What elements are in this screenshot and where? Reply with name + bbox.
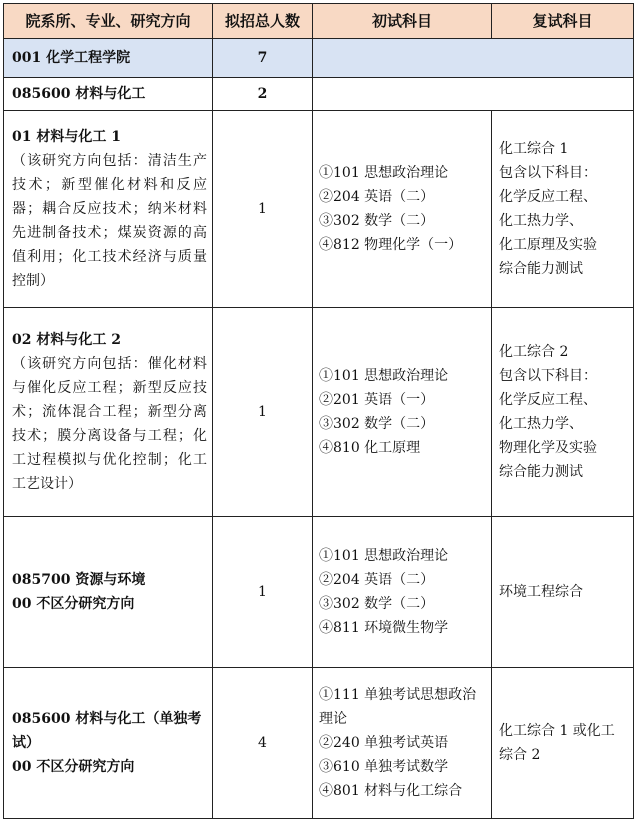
major-row <box>4 78 634 111</box>
retest-item: 物理化学及实验 <box>499 440 597 456</box>
direction-count: 4 <box>213 668 313 819</box>
retest-item: 化工原理及实验 <box>499 237 597 253</box>
major-name: 085600 材料与化工 <box>4 78 213 111</box>
retest-item: 综合能力测试 <box>499 464 583 480</box>
exam-item: ④810 化工原理 <box>319 440 421 456</box>
direction-count: 1 <box>213 111 313 308</box>
retest-item: 包含以下科目： <box>499 368 597 384</box>
direction-cell <box>4 668 213 819</box>
direction-count: 1 <box>213 308 313 517</box>
exam-item: ①101 思想政治理论 <box>319 368 449 384</box>
direction-cell <box>4 308 213 517</box>
exam-item: ③302 数学（二） <box>319 596 435 612</box>
header-department: 院系所、专业、研究方向 <box>4 4 213 39</box>
table-row <box>4 668 634 819</box>
exam-cell <box>313 111 492 308</box>
exam-cell <box>313 668 492 819</box>
exam-item: ②240 单独考试英语 <box>319 735 449 751</box>
college-row <box>4 39 634 78</box>
direction-desc: （该研究方向包括：催化材料与催化反应工程；新型反应技术；流体混合工程；新型分离技术；膜分离设备与工程；化工过程模拟与优化控制；化工工艺设计） <box>12 356 207 492</box>
enrollment-table <box>3 3 634 819</box>
direction-cell <box>4 111 213 308</box>
retest-item: 化工热力学、 <box>499 213 583 229</box>
direction-title: 01 材料与化工 1 <box>12 129 121 145</box>
college-empty-cell <box>313 39 634 78</box>
retest-item: 综合能力测试 <box>499 261 583 277</box>
retest-item: 化工热力学、 <box>499 416 583 432</box>
retest-item: 化工综合 1 或化工综合 2 <box>499 723 615 763</box>
exam-item: ①101 思想政治理论 <box>319 165 449 181</box>
direction-count: 1 <box>213 517 313 668</box>
retest-item: 化工综合 1 <box>499 141 569 157</box>
direction-title: 02 材料与化工 2 <box>12 332 121 348</box>
major-empty-cell <box>313 78 634 111</box>
exam-item: ①101 思想政治理论 <box>319 548 449 564</box>
exam-cell <box>313 308 492 517</box>
header-initial-exam: 初试科目 <box>313 4 492 39</box>
college-name: 001 化学工程学院 <box>4 39 213 78</box>
exam-item: ④801 材料与化工综合 <box>319 783 463 799</box>
direction-subtitle: 00 不区分研究方向 <box>12 596 135 612</box>
exam-item: ③302 数学（二） <box>319 213 435 229</box>
header-row <box>4 4 634 39</box>
retest-item: 化工综合 2 <box>499 344 569 360</box>
exam-item: ④812 物理化学（一） <box>319 237 463 253</box>
table-row <box>4 111 634 308</box>
table-row <box>4 517 634 668</box>
exam-item: ③610 单独考试数学 <box>319 759 449 775</box>
retest-cell <box>492 308 634 517</box>
retest-cell <box>492 517 634 668</box>
exam-item: ①111 单独考试思想政治理论 <box>319 687 477 727</box>
exam-item: ②204 英语（二） <box>319 189 435 205</box>
exam-item: ②204 英语（二） <box>319 572 435 588</box>
exam-item: ③302 数学（二） <box>319 416 435 432</box>
retest-item: 化学反应工程、 <box>499 189 597 205</box>
retest-item: 环境工程综合 <box>499 584 583 600</box>
direction-desc: （该研究方向包括：清洁生产技术；新型催化材料和反应器；耦合反应技术；纳米材料先进制备技术；煤炭资源的高值利用；化工技术经济与质量控制） <box>12 153 207 289</box>
header-count: 拟招总人数 <box>213 4 313 39</box>
exam-cell <box>313 517 492 668</box>
direction-subtitle: 00 不区分研究方向 <box>12 759 135 775</box>
table-row <box>4 308 634 517</box>
college-count: 7 <box>213 39 313 78</box>
exam-item: ②201 英语（一） <box>319 392 435 408</box>
direction-title: 085700 资源与环境 <box>12 572 146 588</box>
retest-cell <box>492 668 634 819</box>
retest-cell <box>492 111 634 308</box>
direction-title: 085600 材料与化工（单独考试） <box>12 711 202 751</box>
retest-item: 包含以下科目： <box>499 165 597 181</box>
major-count: 2 <box>213 78 313 111</box>
header-retest: 复试科目 <box>492 4 634 39</box>
direction-cell <box>4 517 213 668</box>
exam-item: ④811 环境微生物学 <box>319 620 449 636</box>
retest-item: 化学反应工程、 <box>499 392 597 408</box>
